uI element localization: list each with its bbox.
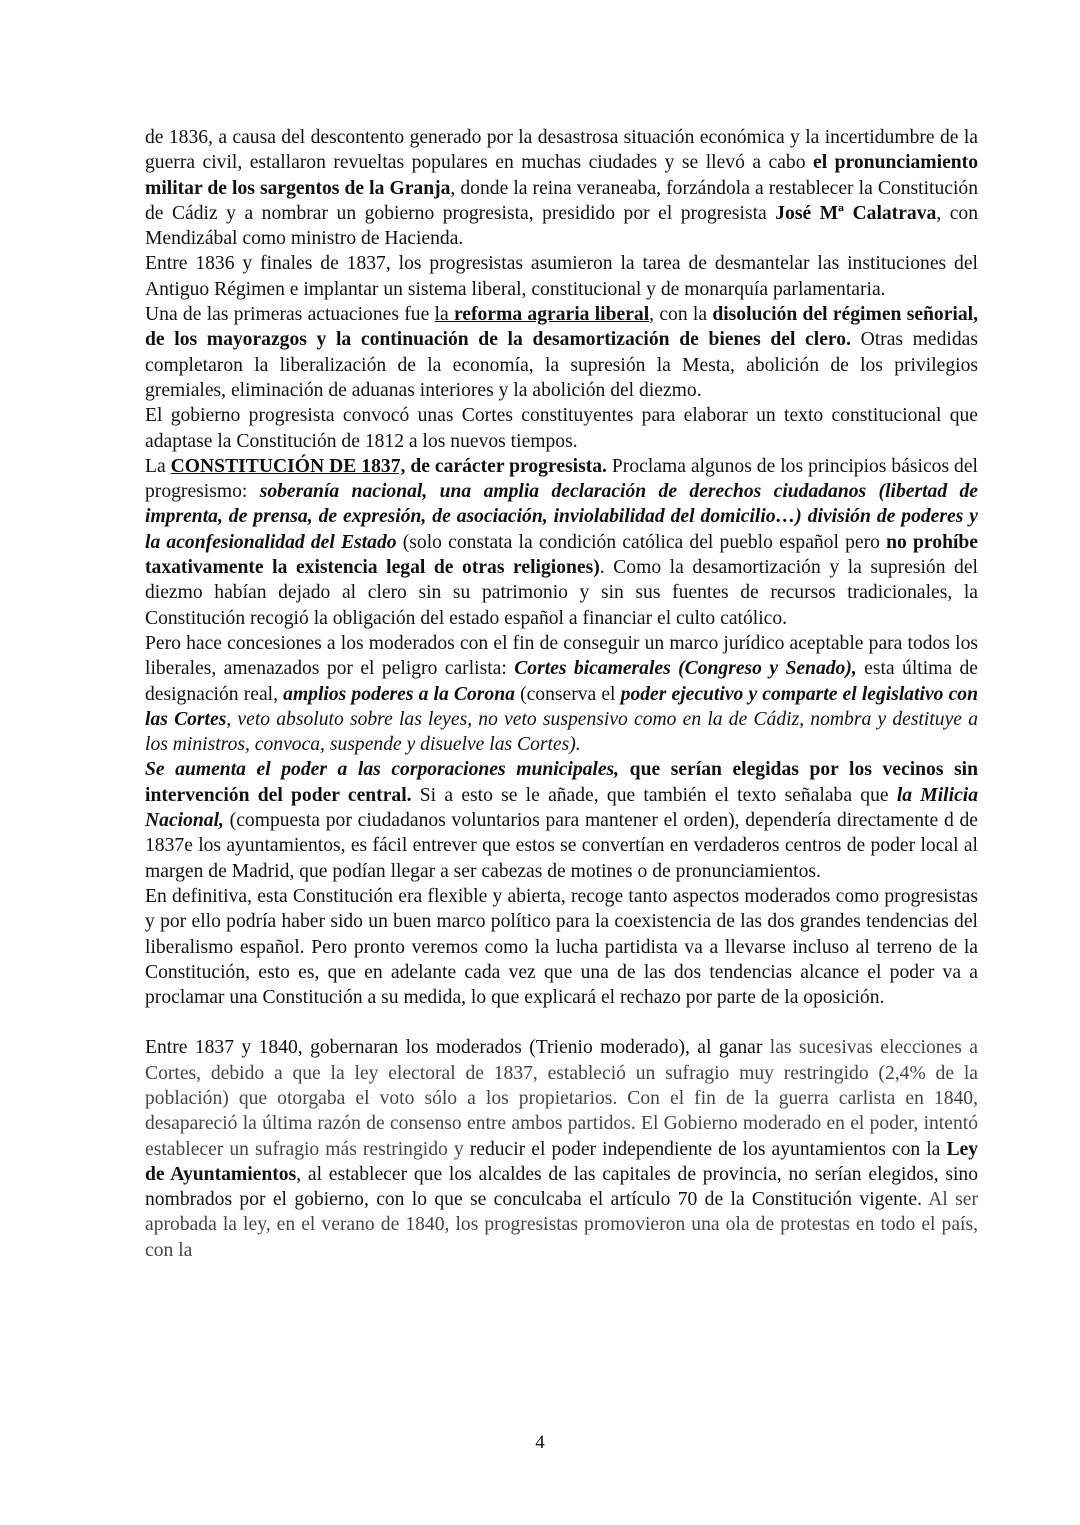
gray-text: Al ser aprobada la ley, en el verano de 1840, los progresistas promovieron una ola de protestas en todo el país, con la [145,1189,978,1261]
paragraph-7 [145,757,978,883]
paragraph-gap [145,1010,978,1035]
text-run: En definitiva, esta Constitución era flexible y abierta, recoge tanto aspectos moderados como progresistas y por ello podría haber sido un buen marco político para la coexistencia de las dos grandes tendencias del liberalismo español. Pero pronto veremos como la lucha partidista va a llevarse incluso al terreno de la Constitución, esto es, que en adelante cada vez que una de las dos tendencias alcance el poder va a proclamar una Constitución a su medida, lo que explicará el rechazo por parte de la oposición. [145,885,978,1009]
paragraph-3 [145,302,978,403]
italic-text: , veto absoluto sobre las leyes, no veto suspensivo como en la de Cádiz, nombra y destituye a los ministros, convoca, suspende y disuelve las Cortes). [145,708,978,756]
paragraph-2 [145,251,978,302]
paragraph-8 [145,884,978,1010]
paragraph-1 [145,125,978,251]
bold-italic-text: Cortes bicamerales (Congreso y Senado), [514,658,857,680]
text-run: (compuesta por ciudadanos voluntarios para mantener el orden), dependería directamente d de 1837e los ayuntamientos, es fácil entrever que estos se convertían en verdaderos centros de poder local al margen de Madrid, que podían llegar a ser cabezas de motines o de pronunciamientos. [145,810,978,882]
bold-text: disolución del régimen señorial, de los mayorazgos y la continuación de la desamortización de bienes del clero. [145,304,978,351]
text-run: , donde la reina veraneaba, forzándola a restablecer la Constitución de Cádiz y a nombrar un gobierno progresista, presidido por el progresista [145,177,978,224]
bold-italic-text: la Milicia Nacional, [145,784,979,832]
document-body [145,125,978,1263]
bold-text: el pronunciamiento militar de los sargentos de la Granja [145,152,978,199]
text-run: Proclama algunos de los principios básicos del progresismo: [145,455,978,503]
bold-text: Ley de Ayuntamientos [145,1138,978,1185]
text-run: Entre 1836 y finales de 1837, los progresistas asumieron la tarea de desmantelar las instituciones del Antiguo Régimen e implantar un sistema liberal, constitucional y de monarquía parlamentaria. [145,253,978,300]
text-run: Una de las primeras actuaciones fue [145,304,435,326]
bold-text: José Mª Calatrava [775,202,937,224]
paragraph-5 [145,454,978,631]
text-run: reducir el poder independiente de los ayuntamientos con la [469,1138,947,1160]
bold-italic-text: Se aumenta el poder a las corporaciones municipales, [145,759,620,781]
text-run: , con la [649,304,713,326]
text-run: de 1836, a causa del descontento generado por la desastrosa situación económica y la incertidumbre de la guerra civil, estallaron revueltas populares en muchas ciudades y se llevó a cabo [145,127,978,174]
bold-underlined-text: reforma agraria liberal [453,304,650,326]
bold-italic-text: poder ejecutivo y comparte el legislativo con las Cortes [145,683,978,730]
bold-underlined-text: CONSTITUCIÓN DE 1837, [170,455,406,477]
text-run: La [145,455,171,477]
page-number: 4 [535,1432,545,1453]
bold-text: no prohíbe taxativamente la existencia legal de otras religiones) [145,531,979,579]
text-run: (solo constata la condición católica del pueblo español pero [396,531,887,553]
text-run: esta última de designación real, [145,658,978,705]
bold-italic-text: amplios poderes a la Corona [283,683,515,705]
text-run: (conserva el [514,683,621,705]
text-run: El gobierno progresista convocó unas Cortes constituyentes para elaborar un texto constitucional que adaptase la Constitución de 1812 a los nuevos tiempos. [145,405,978,452]
bold-text: de carácter progresista. [405,455,607,477]
text-run: Pero hace concesiones a los moderados con el fin de conseguir un marco jurídico aceptable para todos los liberales, amenazados por el peligro carlista: [145,632,978,680]
paragraph-9 [145,1035,978,1263]
bold-italic-text: soberanía nacional, una amplia declaración de derechos ciudadanos (libertad de imprenta, de prensa, de expresión, de asociación, inviolabilidad del domicilio…) división de poderes y la aconfesionalidad del Estado [145,481,978,553]
underlined-text: la [434,304,454,326]
text-run: Entre 1837 y 1840, gobernaran los moderados (Trienio moderado), al ganar [145,1037,770,1059]
text-run: , al establecer que los alcaldes de las capitales de provincia, no serían elegidos, sino nombrados por el gobierno, con lo que se conculcaba el artículo 70 de la Constitución vigente. [145,1163,979,1211]
text-run: . Como la desamortización y la supresión del diezmo habían dejado al clero sin su patrimonio y sin sus fuentes de recursos tradicionales, la Constitución recogió la obligación del estado español a financiar el culto católico. [145,557,978,629]
text-run: Otras medidas completaron la liberalización de la economía, la supresión la Mesta, abolición de los privilegios gremiales, eliminación de aduanas interiores y la abolición del diezmo. [145,329,978,401]
bold-text: que serían elegidas por los vecinos sin intervención del poder central. [145,759,978,806]
text-run: , con Mendizábal como ministro de Hacienda. [145,202,978,250]
paragraph-6 [145,631,978,757]
text-run: Si a esto se le añade, que también el texto señalaba que [411,784,897,806]
gray-text: las sucesivas elecciones a Cortes, debido a que la ley electoral de 1837, estableció un sufragio muy restringido (2,4% de la población) que otorgaba el voto sólo a los propietarios. Con el fin de la guerra carlista en 1840, desapareció la última razón de consenso entre ambos partidos. El Gobierno moderado en el poder, intentó establecer un sufragio más restringido y [145,1037,978,1160]
paragraph-4 [145,403,978,454]
